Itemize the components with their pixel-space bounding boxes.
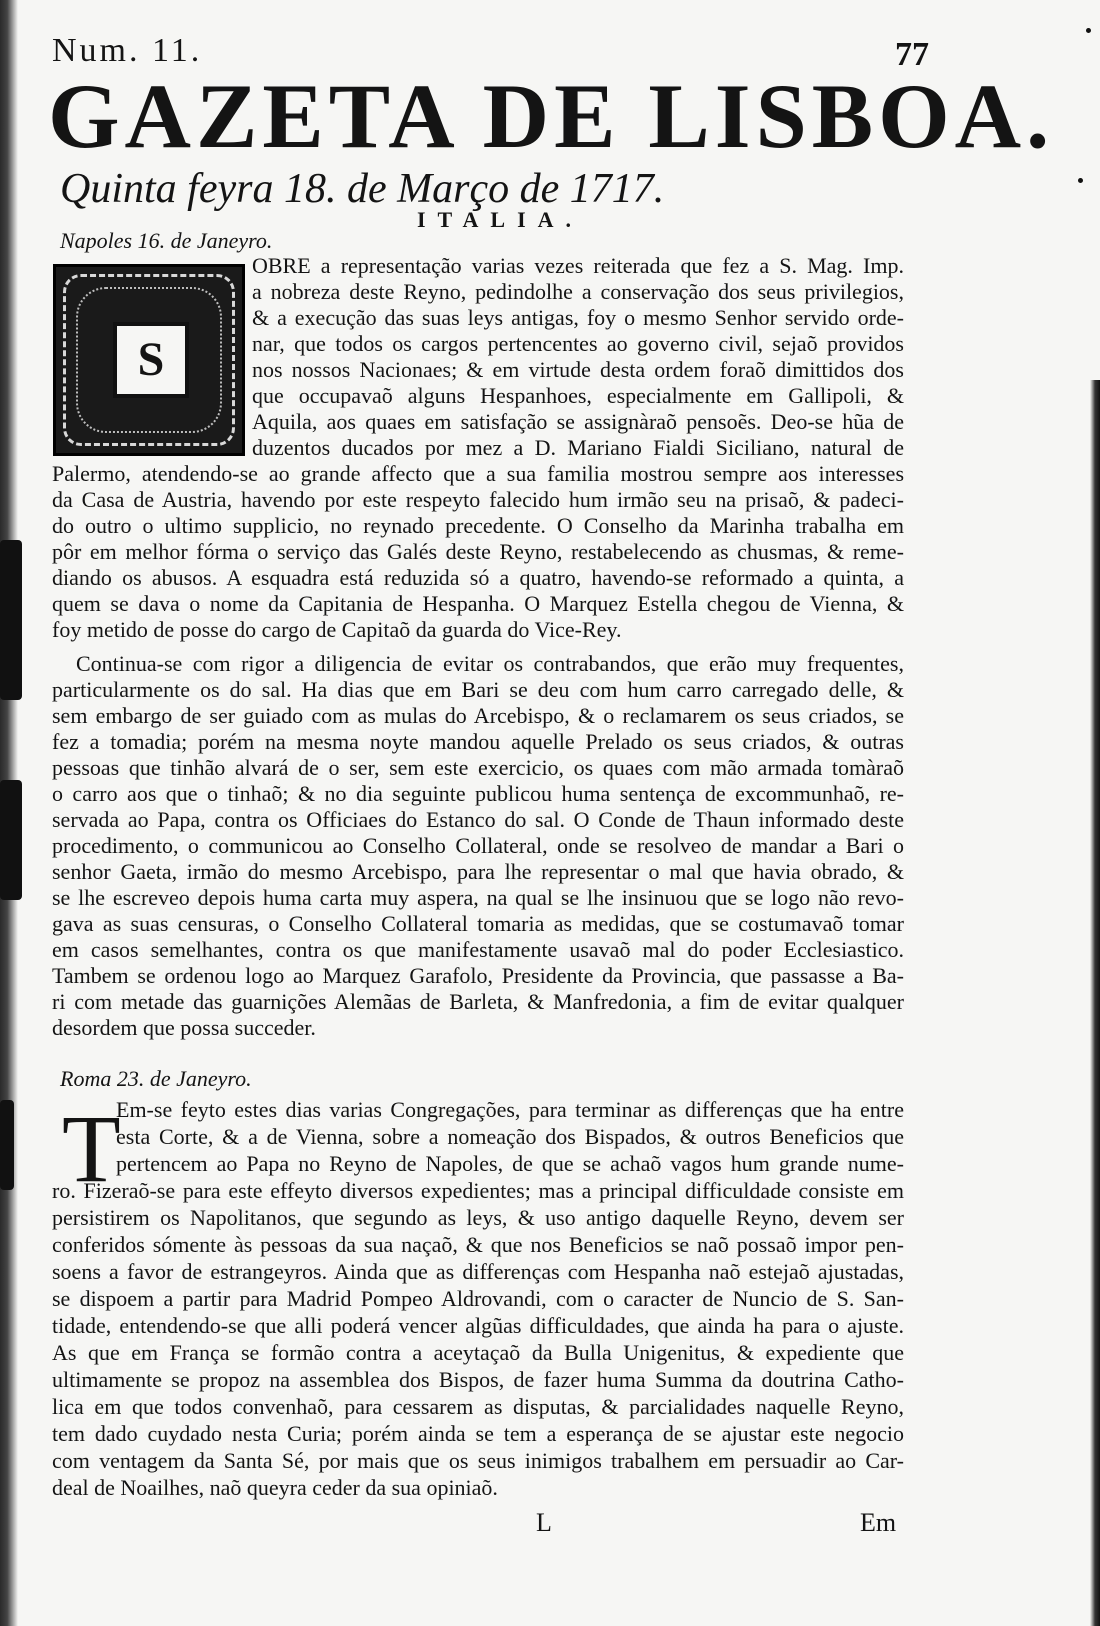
issue-dateline: Quinta feyra 18. de Março de 1717. <box>60 166 665 212</box>
ink-blot <box>0 540 22 700</box>
scan-edge-right <box>1090 380 1100 1626</box>
article-line: servada ao Papa, contra os Officiaes do Estanco do sal. O Conde de Thaun informado deste <box>52 807 904 832</box>
article-line: se dispoem a partir para Madrid Pompeo Aldrovandi, com o caracter de Nuncio de S. San- <box>52 1286 904 1311</box>
article-line: o carro aos que o tinhaõ; & no dia seguinte publicou huma sentença de excommunhaõ, re- <box>52 781 904 806</box>
article-line: se lhe escreveo depois huma carta muy aspera, na qual se lhe insinuou que se logo não revo- <box>52 885 904 910</box>
article-line: foy metido de posse do cargo de Capitaõ da guarda do Vice-Rey. <box>52 617 622 642</box>
page-number: 77 <box>895 36 929 73</box>
article-line: deal de Noailhes, naõ queyra ceder da sua opiniaõ. <box>52 1475 498 1500</box>
scan-edge-left <box>0 0 18 1626</box>
article-line: Palermo, atendendo-se ao grande affecto que a sua familia mostrou sempre aos interesses <box>52 461 904 486</box>
article-line: Em-se feyto estes dias varias Congregações, para terminar as differenças que ha entre <box>116 1097 904 1122</box>
article-line: que occupavaõ alguns Hespanhoes, especialmente em Gallipoli, & <box>252 383 904 408</box>
article-line: esta Corte, & a de Vienna, sobre a nomeação dos Bispados, & outros Beneficios que <box>116 1124 904 1149</box>
article-line: tidade, entendendo-se que alli poderá vencer algũas difficuldades, que ainda ha para o ajuste. <box>52 1313 904 1338</box>
article-line: nar, que todos os cargos pertencentes ao governo civil, sejaõ providos <box>252 331 904 356</box>
signature-mark: L <box>536 1508 552 1537</box>
article-line: ultimamente se propoz na assemblea dos Bispos, de fazer huma Summa da doutrina Catho- <box>52 1367 904 1392</box>
article-line: do outro o ultimo supplicio, no reynado precedente. O Conselho da Marinha trabalha em <box>52 513 904 538</box>
article-line: quem se dava o nome da Capitania de Hespanha. O Marquez Estella chegou de Vienna, & <box>52 591 904 616</box>
article-line: pessoas que tinhão alvará de o ser, sem este exercicio, os quaes com mão armada tomàraõ <box>52 755 904 780</box>
article-line: ri com metade das guarnições Alemãas de Barleta, & Manfredonia, a fim de evitar qualquer <box>52 989 904 1014</box>
article-line: pertencem ao Papa no Reyno de Napoles, de que se achaõ vagos hum grande nume- <box>116 1151 904 1176</box>
article-line: duzentos ducados por mez a D. Mariano Fialdi Siciliano, natural de <box>252 435 904 460</box>
article-line: diando os abusos. A esquadra está reduzida só a quatro, havendo-se reformado a quinta, a <box>52 565 904 590</box>
article-line: pôr em melhor fórma o serviço das Galés deste Reyno, restabelecendo as chusmas, & reme- <box>52 539 904 564</box>
article-line: em casos semelhantes, contra os que manifestamente usavaõ mal do poder Ecclesiastico. <box>52 937 904 962</box>
article-line: soens a favor de estrangeyros. Ainda que as differenças com Hespanha naõ estejaõ ajustadas, <box>52 1259 904 1284</box>
issue-number: Num. 11. <box>52 32 203 69</box>
speck <box>1078 178 1083 183</box>
napoles-subhead: Napoles 16. de Janeyro. <box>60 228 273 253</box>
masthead-title: GAZETA DE LISBOA. <box>48 65 1055 167</box>
article-line: sem embargo de ser guiado com as mulas do Arcebispo, & o reclamarem os seus criados, se <box>52 703 904 728</box>
article-line: senhor Gaeta, irmão do mesmo Arcebispo, para lhe representar o mal que havia obrado, & <box>52 859 904 884</box>
ink-blot <box>0 780 22 900</box>
article-line: da Casa de Austria, havendo por este respeyto falecido hum irmão seu na prisaõ, & padeci- <box>52 487 904 512</box>
roma-subhead: Roma 23. de Janeyro. <box>60 1066 252 1091</box>
article-line: gava as suas censuras, o Conselho Collateral tomaria as medidas, que se costumavaõ tomar <box>52 911 904 936</box>
article-line: As que em França se formão contra a aceytaçaõ da Bulla Unigenitus, & expediente que <box>52 1340 904 1365</box>
article-line: tem dado cuydado nesta Curia; porém ainda se tem a esperança de se ajustar este negocio <box>52 1421 904 1446</box>
article-line: ro. Fizeraõ-se para este effeyto diversos expedientes; mas a principal difficuldade consiste em <box>52 1178 904 1203</box>
initial-letter: S <box>113 322 189 398</box>
ink-blot <box>0 1100 14 1190</box>
article-line: com ventagem da Santa Sé, por mais que os seus inimigos trabalhem em persuadir ao Car- <box>52 1448 904 1473</box>
article-line: procedimento, o communicou ao Conselho Collateral, onde se resolveo de mandar a Bari o <box>52 833 904 858</box>
article-line: persistirem os Napolitanos, que segundo as leys, & uso antigo daquelle Reyno, devem ser <box>52 1205 904 1230</box>
article-line: Aquila, aos quaes em satisfação se assignàraõ pensoẽs. Deo-se hũa de <box>252 409 904 434</box>
article-line: particularmente os do sal. Ha dias que em Bari se deu com hum carro carregado delle, & <box>52 677 904 702</box>
article-line: lica em que todos convenhaõ, para cessarem as disputas, & parcialidades naquelle Reyno, <box>52 1394 904 1419</box>
article-line: conferidos sómente às pessoas da sua naçaõ, & que nos Beneficios se naõ possaõ impor pen- <box>52 1232 904 1257</box>
article-line: nos nossos Nacionaes; & em virtude desta ordem foraõ dimittidos dos <box>252 357 904 382</box>
article-line: Tambem se ordenou logo ao Marquez Garafolo, Presidente da Provincia, que passasse a Ba- <box>52 963 904 988</box>
article-line: desordem que possa succeder. <box>52 1015 316 1040</box>
article-line: & a execução das suas leys antigas, foy o mesmo Senhor servido orde- <box>252 305 904 330</box>
speck <box>1086 28 1091 33</box>
article-line: fez a tomadia; porém na mesma noyte mandou aquelle Prelado os seus criados, & outras <box>52 729 904 754</box>
article-line: OBRE a representação varias vezes reiterada que fez a S. Mag. Imp. <box>252 253 904 278</box>
article-line: Continua-se com rigor a diligencia de evitar os contrabandos, que erão muy frequentes, <box>76 651 904 676</box>
drop-cap: T <box>62 1095 121 1202</box>
catchword: Em <box>860 1508 897 1537</box>
article-line: a nobreza deste Reyno, pedindolhe a conservação dos seus privilegios, <box>252 279 904 304</box>
section-heading: ITALIA. <box>416 207 584 232</box>
decorated-initial <box>53 264 245 456</box>
